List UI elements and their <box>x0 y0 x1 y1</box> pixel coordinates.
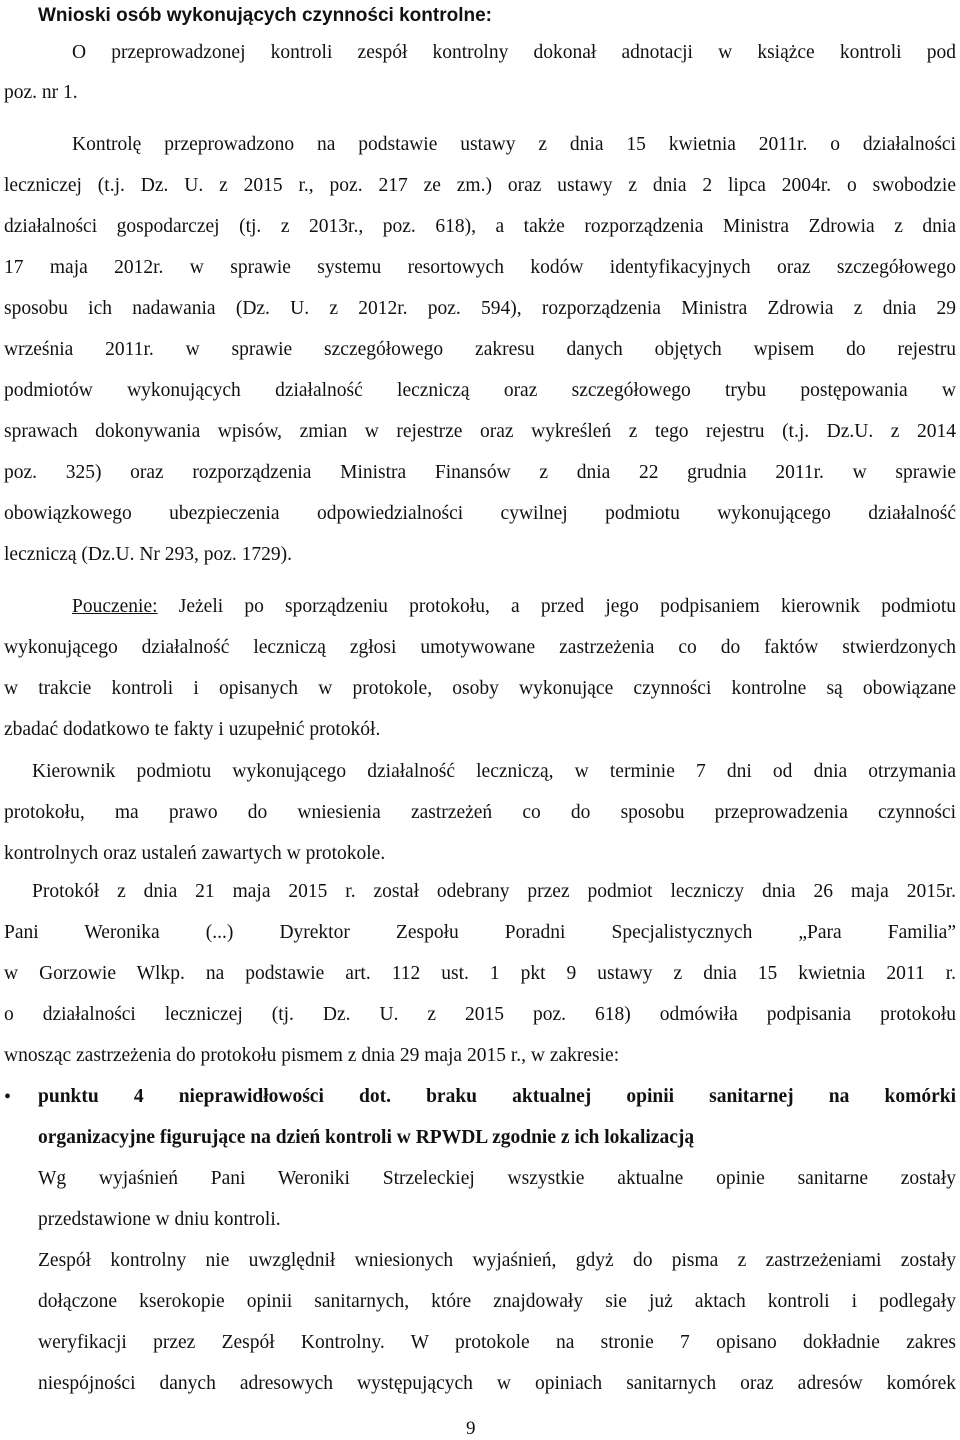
paragraph-line: kontrolnych oraz ustaleń zawartych w protokole. <box>4 843 386 864</box>
paragraph-line: leczniczą (Dz.U. Nr 293, poz. 1729). <box>4 544 293 565</box>
bullet-title-line: organizacyjne figurujące na dzień kontroli w RPWDL zgodnie z ich lokalizacją <box>38 1127 695 1148</box>
pouczenie-label: Pouczenie: <box>72 596 158 617</box>
page-number: 9 <box>466 1418 476 1439</box>
paragraph-line: poz. nr 1. <box>4 82 78 103</box>
bullet-marker: • <box>4 1086 12 1108</box>
paragraph-line: leczniczej (t.j. Dz. U. z 2015 r., poz. 217 ze zm.) oraz ustawy z dnia 2 lipca 2004r. o swobodzie <box>4 175 956 196</box>
section-heading: Wnioski osób wykonujących czynności kontrolne: <box>38 5 492 26</box>
bullet-body-line: weryfikacji przez Zespół Kontrolny. W protokole na stronie 7 opisano dokładnie zakres <box>38 1332 956 1353</box>
paragraph-line: działalności gospodarczej (tj. z 2013r., poz. 618), a także rozporządzenia Ministra Zdrowia z dnia <box>4 216 956 237</box>
paragraph-line: podmiotów wykonujących działalność leczniczą oraz szczegółowego trybu postępowania w <box>4 380 956 401</box>
document-page <box>4 0 956 1440</box>
bullet-body-line: dołączone kserokopie opinii sanitarnych, które znajdowały sie już aktach kontroli i podlegały <box>38 1291 956 1312</box>
paragraph-line: sprawach dokonywania wpisów, zmian w rejestrze oraz wykreśleń z tego rejestru (t.j. Dz.U. z 2014 <box>4 421 956 442</box>
pouczenie-line <box>72 594 956 620</box>
paragraph-line: Kontrolę przeprowadzono na podstawie ustawy z dnia 15 kwietnia 2011r. o działalności <box>72 134 956 155</box>
paragraph-line: września 2011r. w sprawie szczegółowego zakresu danych objętych wpisem do rejestru <box>4 339 956 360</box>
paragraph-line: 17 maja 2012r. w sprawie systemu resortowych kodów identyfikacyjnych oraz szczegółowego <box>4 257 956 278</box>
bullet-body-line: Zespół kontrolny nie uwzględnił wniesionych wyjaśnień, gdyż do pisma z zastrzeżeniami zostały <box>38 1250 956 1271</box>
bullet-title-line: punktu 4 nieprawidłowości dot. braku aktualnej opinii sanitarnej na komórki <box>38 1086 956 1107</box>
paragraph-line: obowiązkowego ubezpieczenia odpowiedzialności cywilnej podmiotu wykonującego działalność <box>4 503 956 524</box>
paragraph-line: wykonującego działalność leczniczą zgłosi umotywowane zastrzeżenia co do faktów stwierdzonych <box>4 637 956 658</box>
bullet-body-line: niespójności danych adresowych występujących w opiniach sanitarnych oraz adresów komórek <box>38 1373 956 1394</box>
paragraph-line: wnosząc zastrzeżenia do protokołu pismem z dnia 29 maja 2015 r., w zakresie: <box>4 1045 620 1066</box>
paragraph-line: O przeprowadzonej kontroli zespół kontrolny dokonał adnotacji w książce kontroli pod <box>72 42 956 63</box>
paragraph-line: Protokół z dnia 21 maja 2015 r. został odebrany przez podmiot leczniczy dnia 26 maja 2015r. <box>32 881 956 902</box>
paragraph-line: Kierownik podmiotu wykonującego działalność leczniczą, w terminie 7 dni od dnia otrzymania <box>32 761 956 782</box>
bullet-body-line: przedstawione w dniu kontroli. <box>38 1209 281 1230</box>
paragraph-line: w Gorzowie Wlkp. na podstawie art. 112 ust. 1 pkt 9 ustawy z dnia 15 kwietnia 2011 r. <box>4 963 956 984</box>
pouczenie-text: Jeżeli po sporządzeniu protokołu, a przed jego podpisaniem kierownik podmiotu <box>157 596 956 617</box>
paragraph-line: sposobu ich nadawania (Dz. U. z 2012r. poz. 594), rozporządzenia Ministra Zdrowia z dnia 29 <box>4 298 956 319</box>
paragraph-line: poz. 325) oraz rozporządzenia Ministra Finansów z dnia 22 grudnia 2011r. w sprawie <box>4 462 956 483</box>
paragraph-line: o działalności leczniczej (tj. Dz. U. z 2015 poz. 618) odmówiła podpisania protokołu <box>4 1004 956 1025</box>
paragraph-line: w trakcie kontroli i opisanych w protokole, osoby wykonujące czynności kontrolne są obowiązane <box>4 678 956 699</box>
paragraph-line: Pani Weronika (...) Dyrektor Zespołu Poradni Specjalistycznych „Para Familia” <box>4 922 956 943</box>
bullet-body-line: Wg wyjaśnień Pani Weroniki Strzeleckiej wszystkie aktualne opinie sanitarne zostały <box>38 1168 956 1189</box>
paragraph-line: zbadać dodatkowo te fakty i uzupełnić protokół. <box>4 719 381 740</box>
paragraph-line: protokołu, ma prawo do wniesienia zastrzeżeń co do sposobu przeprowadzenia czynności <box>4 802 956 823</box>
